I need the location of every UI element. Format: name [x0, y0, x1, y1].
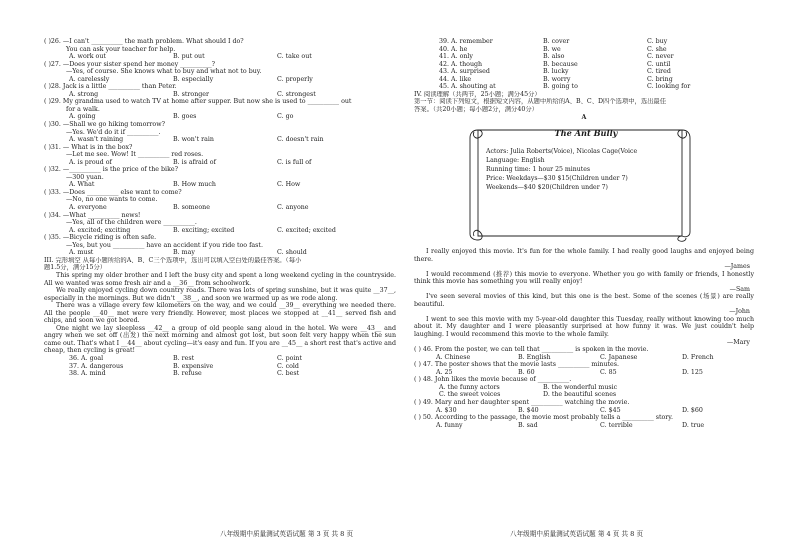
answer-option: A. What [69, 181, 95, 189]
right-column-top [414, 38, 754, 122]
answer-option: C. looking for [647, 83, 691, 91]
answer-options [414, 83, 754, 91]
answer-option: A. 25 [436, 368, 453, 376]
answer-option: B. How much [173, 181, 216, 189]
answer-option: B. sad [518, 421, 538, 429]
answer-options [414, 354, 754, 362]
question-line: ( )32. —__________ is the price of the bike? [44, 166, 178, 174]
question-line: 第一节：阅读下列短文，根据短文内容，从题中所给的A、B、C、D四个选项中，选出最佳 [414, 98, 667, 106]
poster-actors: Actors: Julia Roberts(Voice), Nicolas Cage(Voice [486, 147, 638, 155]
answer-option: 39. A. remember [439, 38, 493, 45]
question-line: —No, no one wants to come. [66, 196, 158, 204]
answer-option: 36. A. goal [69, 354, 104, 362]
reviewer-signature: —Sam [729, 285, 750, 293]
answer-option: A. the funny actors [439, 383, 500, 391]
answer-option: A. work out [69, 53, 106, 61]
answer-option: C. never [647, 53, 674, 61]
question-line: 题1.5分，满分15分） [44, 264, 107, 272]
answer-option: C. 85 [600, 368, 617, 376]
answer-option: C. the sweet voices [439, 391, 501, 399]
answer-option: A. strong [69, 90, 99, 98]
question-line: III. 完形填空 从每小题所给的A、B、C三个选项中，选出可以填入空白处的最佳答案。（每小 [44, 256, 302, 264]
passage-paragraph: I've seen several movies of this kind, but this one is the best. Some of the scenes (场景) are really beautiful. [414, 293, 754, 308]
answer-option: A. must [69, 249, 94, 257]
passage-paragraph: There was a village every few kilometers on the way, and we could __39__ everything we needed there. All the people __40__ met were very friendly. However, most places we stopped at __41__ served fish and chips, and soon we got bored. [44, 302, 396, 325]
question-line: ( )29. My grandma used to watch TV at home after supper. But now she is used to __________ out [44, 98, 352, 106]
question-line: ( ) 48. John likes the movie because of __________. [414, 376, 572, 384]
answer-option: 41. A. only [439, 53, 473, 61]
poster-price-weekends: Weekends—$40 $20(Children under 7) [486, 183, 608, 191]
reviewer-signature: —John [729, 308, 750, 316]
answer-option: 45. A. shouting at [439, 83, 496, 91]
answer-options [414, 422, 754, 430]
answer-option: C. strongest [277, 90, 316, 98]
poster-content [486, 128, 686, 193]
answer-option: 38. A. mind [69, 370, 106, 378]
answer-option: A. going [69, 113, 96, 121]
question-line: ( ) 50. According to the passage, the movie most probably tells a __________ story. [414, 414, 674, 422]
answer-option: C. she [647, 45, 667, 53]
answer-option: A. everyone [69, 204, 107, 212]
question-line: ( )27. —Does your sister spend her money __________? [44, 60, 216, 68]
question-line: ( ) 47. The poster shows that the movie lasts __________ minutes. [414, 361, 620, 369]
question-line: ( ) 49. Mary and her daughter spent __________ watching the movie. [414, 398, 630, 406]
left-column [44, 38, 396, 378]
poster-language: Language: English [486, 156, 545, 164]
passage-paragraph: I really enjoyed this movie. It's fun for the whole family. I had really good laughs and enjoyed being there. [414, 248, 754, 263]
answer-option: D. French [682, 353, 714, 361]
answer-option: C. best [277, 370, 300, 378]
answer-option: B. the wonderful music [543, 383, 618, 391]
answer-option: C. should [277, 249, 307, 257]
answer-option: C. bring [647, 75, 673, 83]
answer-option: C. until [647, 60, 671, 68]
poster-price-weekdays: Price: Weekdays—$30 $15(Children under 7) [486, 174, 628, 182]
answer-option: B. $40 [518, 406, 539, 414]
answer-option: B. we [543, 45, 561, 53]
answer-option: D. true [682, 421, 705, 429]
question-line: ( )30. —Shall we go hiking tomorrow? [44, 121, 165, 129]
answer-options [414, 38, 754, 46]
answer-option: C. take out [277, 53, 312, 61]
question-line: ( )28. Jack is a little __________ than Peter. [44, 83, 177, 91]
answer-options [44, 370, 396, 378]
passage-paragraph: This spring my older brother and I left the busy city and spent a long weekend cycling in the countryside. All we wanted was some fresh air and a __36__ from schoolwork. [44, 271, 396, 287]
answer-option: A. wasn't raining [69, 136, 124, 144]
answer-options [44, 159, 396, 167]
right-column [414, 38, 754, 429]
answer-option: B. someone [173, 204, 210, 212]
question-line: —Let me see. Wow! It __________ red roses. [66, 151, 204, 159]
answer-option: B. lucky [543, 68, 569, 76]
question-line: —Yes, all of the children were __________. [66, 219, 197, 227]
answer-option: C. cold [277, 362, 299, 370]
answer-option: B. stronger [173, 90, 210, 98]
answer-option: A. funny [436, 421, 463, 429]
answer-option: 37. A. dangerous [69, 362, 124, 370]
answer-option: C. doesn't rain [277, 136, 324, 144]
page-footer-left: 八年级期中质量测试英语试题 第 3 页 共 8 页 [220, 530, 354, 538]
answer-option: B. going to [543, 83, 578, 91]
answer-option: C. point [277, 354, 303, 362]
answer-option: B. exciting; excited [173, 226, 235, 234]
right-column-bottom [414, 248, 754, 429]
answer-option: A. $30 [436, 406, 457, 414]
answer-option: C. go [277, 113, 294, 121]
answer-option: B. because [543, 60, 578, 68]
answer-option: C. properly [277, 75, 313, 83]
answer-option: A. excited; exciting [69, 226, 131, 234]
answer-option: B. worry [543, 75, 571, 83]
answer-option: C. terrible [600, 421, 633, 429]
question-line: IV. 阅读理解（共两节，25小题；满分45分） [414, 90, 541, 98]
answer-options [44, 227, 396, 235]
answer-option: D. $60 [682, 406, 703, 414]
question-line: —Yes. We'd do it if __________. [66, 128, 161, 136]
page-footer-right: 八年级期中质量测试英语试题 第 4 页 共 8 页 [510, 530, 644, 538]
answer-options [44, 249, 396, 257]
answer-options [414, 384, 754, 392]
question-line: for a walk. [66, 105, 100, 113]
answer-option: B. cover [543, 38, 570, 45]
answer-option: D. the beautiful scenes [543, 391, 617, 399]
answer-options [414, 68, 754, 76]
answer-options [44, 113, 396, 121]
answer-options [44, 355, 396, 363]
passage-paragraph: We really enjoyed cycling down country roads. There was lots of spring sunshine, but it was quite __37__, especially in the mornings. But we didn't __38__, and soon we warmed up as we rode along. [44, 287, 396, 302]
answer-options [414, 391, 754, 399]
answer-option: 42. A. though [439, 60, 483, 68]
question-line: 答案。（共20小题；每小题2分，满分40分） [414, 105, 538, 113]
answer-option: B. put out [173, 53, 205, 61]
question-line: You can ask your teacher for help. [66, 45, 176, 53]
answer-option: B. may [173, 249, 195, 257]
question-line: —Yes, of course. She knows what to buy and what not to buy. [66, 68, 262, 76]
answer-option: 40. A. he [439, 45, 468, 53]
answer-option: D. 125 [682, 368, 703, 376]
answer-option: B. refuse [173, 370, 202, 378]
question-line: —Yes, but you __________ have an accident if you ride too fast. [66, 241, 263, 249]
answer-option: B. especially [173, 75, 214, 83]
answer-option: C. tired [647, 68, 671, 76]
question-line: ( ) 46. From the poster, we can tell that __________ is spoken in the movie. [414, 346, 649, 354]
answer-option: B. won't rain [173, 136, 214, 144]
answer-option: B. goes [173, 113, 197, 121]
poster-title: The Ant Bully [554, 128, 618, 139]
answer-options [414, 61, 754, 69]
answer-option: B. also [543, 53, 565, 61]
answer-options [414, 53, 754, 61]
answer-options [44, 181, 396, 189]
answer-options [414, 369, 754, 377]
question-line: ( )33. —Does __________ else want to come? [44, 188, 182, 196]
answer-options [414, 407, 754, 415]
answer-options [44, 204, 396, 212]
answer-option: C. buy [647, 38, 668, 45]
answer-option: B. 60 [518, 368, 535, 376]
answer-option: A. is proud of [69, 158, 112, 166]
answer-option: A. Chinese [436, 353, 471, 361]
question-line: ( )34. —What __________ news! [44, 211, 141, 219]
answer-option: B. expensive [173, 362, 214, 370]
answer-option: 43. A. surprised [439, 68, 490, 76]
answer-option: B. is afraid of [173, 158, 216, 166]
answer-options [414, 46, 754, 54]
movie-poster [414, 124, 754, 244]
passage-paragraph: I would recommend (推荐) this movie to everyone. Whether you go with family or friends, I honestly think this movie has something you will really enjoy! [414, 270, 754, 286]
answer-options [44, 76, 396, 84]
poster-running-time: Running time: 1 hour 25 minutes [486, 165, 591, 173]
question-line: —300 yuan. [66, 173, 104, 181]
answer-options [44, 136, 396, 144]
answer-option: A. carelessly [69, 75, 110, 83]
answer-option: C. anyone [277, 204, 309, 212]
answer-options [414, 76, 754, 84]
answer-option: C. is full of [277, 158, 312, 166]
question-line: A [581, 114, 587, 122]
question-line: ( )26. —I can't __________ the math problem. What should I do? [44, 38, 244, 45]
reviewer-signature: —Mary [726, 338, 750, 346]
answer-option: B. English [518, 353, 551, 361]
answer-options [44, 91, 396, 99]
answer-options [44, 363, 396, 371]
passage-paragraph: I went to see this movie with my 5-year-old daughter this Tuesday, really without knowing too much about it. My daughter and I were pleasantly surprised at how funny it was. We just couldn't help laughing. I would recommend this movie to the whole family. [414, 315, 754, 339]
passage-paragraph: One night we lay sleepless __42__ a group of old people sang aloud in the hotel. We were __43__ and angry when we set off (出发) the next morning and almost got lost, but soon felt very happy when the sun came out. That's what I __44__ about cycling—it's easy and fun. If you are __45__ a short rest that's active and cheap, then cycling is great! [44, 324, 396, 355]
answer-option: 44. A. like [439, 75, 472, 83]
answer-option: B. rest [173, 354, 195, 362]
answer-options [44, 53, 396, 61]
answer-option: C. $45 [600, 406, 621, 414]
question-line: ( )35. —Bicycle riding is often safe. [44, 234, 157, 242]
answer-option: C. How [277, 181, 301, 189]
question-line: ( )31. — What is in the box? [44, 143, 133, 151]
answer-option: C. Japanese [600, 353, 638, 361]
answer-option: C. excited; excited [277, 226, 336, 234]
reviewer-signature: —James [724, 263, 750, 271]
